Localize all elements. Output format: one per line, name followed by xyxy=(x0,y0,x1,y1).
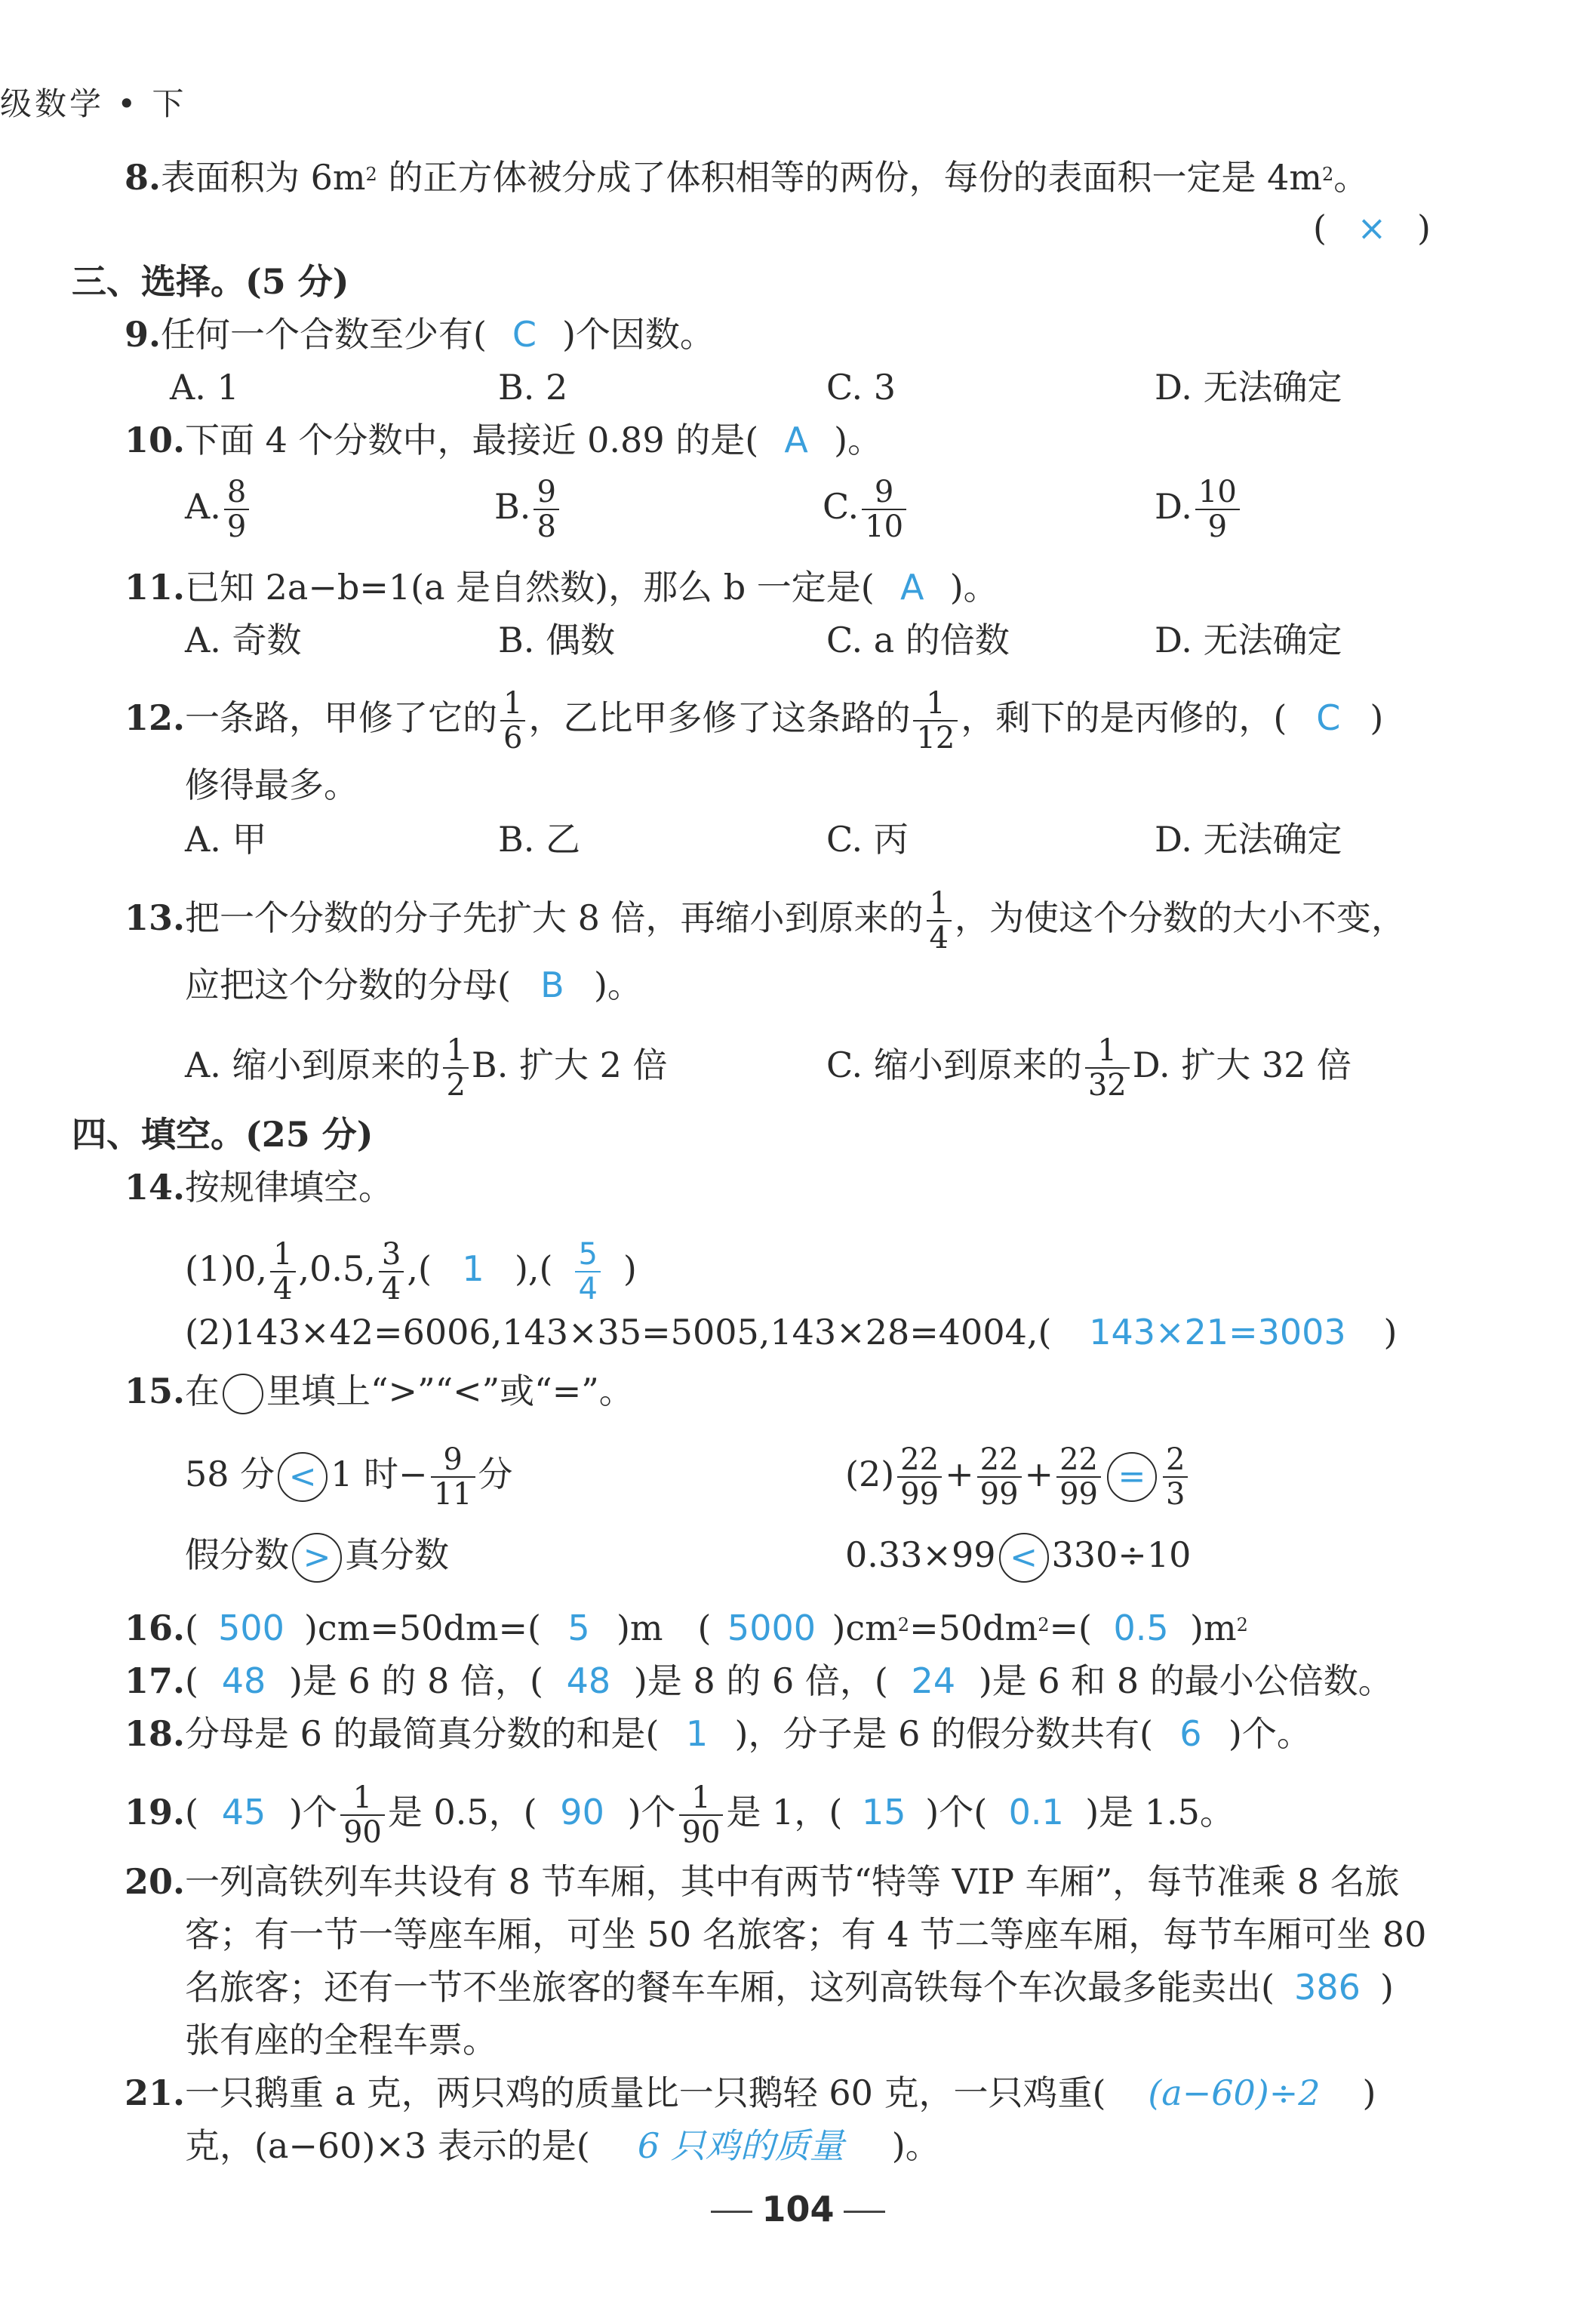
fraction xyxy=(913,687,958,755)
answer-q19-4: 0.1 xyxy=(1008,1792,1064,1832)
option-c: C. a 的倍数 xyxy=(826,620,1010,660)
compare-row-3 xyxy=(185,1532,449,1583)
numerator: 9 xyxy=(862,475,906,510)
question-text: 是 1，( xyxy=(726,1792,843,1832)
question-text: 一只鹅重 a 克，两只鸡的质量比一只鹅轻 60 克，一只鸡重( xyxy=(185,2072,1106,2113)
numerator: 10 xyxy=(1195,475,1240,510)
question-text: =( xyxy=(1049,1608,1093,1648)
option-d: D. 无法确定 xyxy=(1155,620,1342,660)
dash-left xyxy=(711,2211,752,2213)
question-number: 8. xyxy=(125,157,161,198)
compare-label: (2) xyxy=(845,1454,895,1494)
option-b: B. 扩大 2 倍 xyxy=(471,1045,668,1085)
question-text: )是 1.5。 xyxy=(1085,1792,1235,1832)
answer-q18-2: 6 xyxy=(1179,1713,1202,1754)
question-text: ，剩下的是丙修的，( xyxy=(961,697,1287,738)
fraction xyxy=(1085,1034,1130,1102)
answer-q10: A xyxy=(784,420,808,460)
question-text: )个 xyxy=(627,1792,676,1832)
option-c xyxy=(823,475,909,543)
denominator: 9 xyxy=(1207,509,1228,544)
answer-q17-1: 48 xyxy=(221,1660,266,1701)
denominator: 3 xyxy=(1165,1477,1185,1512)
answer-q14-1b xyxy=(575,1238,600,1306)
question-text: 里填上“>”“<”或“=”。 xyxy=(266,1371,634,1411)
answer-circle: > xyxy=(292,1533,342,1583)
question-text: 按规律填空。 xyxy=(185,1167,394,1208)
question-8 xyxy=(125,155,1368,200)
option-label: C. xyxy=(823,486,860,527)
question-number: 14. xyxy=(125,1167,186,1208)
answer-q20: 386 xyxy=(1294,1967,1361,2008)
compare-right: 分 xyxy=(478,1454,513,1494)
question-number: 18. xyxy=(125,1713,186,1754)
option-a xyxy=(185,475,252,543)
question-14-part2 xyxy=(185,1309,1397,1355)
question-15 xyxy=(125,1368,634,1414)
page-number xyxy=(0,2189,1596,2229)
numerator: 9 xyxy=(534,475,558,510)
numerator: 1 xyxy=(927,887,952,922)
compare-right: 330÷10 xyxy=(1051,1534,1192,1575)
option-d: D. 无法确定 xyxy=(1155,819,1342,860)
answer-q19-3: 15 xyxy=(862,1792,906,1832)
denominator: 90 xyxy=(681,1815,721,1850)
denominator: 4 xyxy=(381,1272,401,1306)
question-13-line2 xyxy=(185,962,642,1008)
question-number: 16. xyxy=(125,1608,186,1648)
question-text: )。 xyxy=(593,965,642,1005)
circle-icon xyxy=(223,1374,263,1414)
fraction xyxy=(443,1034,468,1102)
question-text: ，为使这个分数的大小不变， xyxy=(955,897,1406,938)
numerator: 22 xyxy=(977,1443,1022,1478)
fraction xyxy=(379,1238,404,1306)
question-text: )m ( xyxy=(616,1608,712,1648)
question-text: 分母是 6 的最简真分数的和是( xyxy=(185,1713,660,1754)
option-a: A. 奇数 xyxy=(185,620,302,660)
answer-q16-2: 5 xyxy=(567,1608,590,1648)
question-number: 13. xyxy=(125,897,186,938)
question-number: 17. xyxy=(125,1660,186,1701)
answer-q19-2: 90 xyxy=(560,1792,604,1832)
option-label: A. xyxy=(185,486,221,527)
question-text: )cm=50dm=( xyxy=(303,1608,541,1648)
question-text: )，分子是 6 的假分数共有( xyxy=(734,1713,1153,1754)
superscript: 2 xyxy=(1321,164,1334,185)
denominator: 10 xyxy=(865,509,904,544)
question-9 xyxy=(125,312,715,357)
question-text: ,( xyxy=(407,1248,432,1289)
compare-row-4 xyxy=(845,1532,1191,1583)
answer-q13: B xyxy=(540,965,564,1005)
question-text: ) xyxy=(623,1248,637,1289)
section-title: 三、选择。(5 分) xyxy=(72,261,349,302)
denominator: 32 xyxy=(1087,1068,1127,1103)
answer-row-q8 xyxy=(1313,205,1431,251)
question-14 xyxy=(125,1165,393,1210)
fraction xyxy=(1195,475,1240,543)
option-c xyxy=(826,1034,1352,1102)
option-a: A. 1 xyxy=(170,367,239,408)
answer-q19-1: 45 xyxy=(221,1792,266,1832)
question-text: 的正方体被分成了体积相等的两份，每份的表面积一定是 4m xyxy=(377,157,1322,198)
answer-q21-2: 6 只鸡的质量 xyxy=(637,2125,844,2166)
denominator: 4 xyxy=(273,1272,293,1306)
denominator: 4 xyxy=(929,921,949,955)
paren: ) xyxy=(1416,208,1431,248)
question-text: )。 xyxy=(949,567,998,608)
superscript: 2 xyxy=(365,164,377,185)
superscript: 2 xyxy=(1038,1614,1050,1635)
question-text: ) xyxy=(1383,1312,1398,1352)
question-text: ( xyxy=(185,1608,198,1648)
fraction xyxy=(431,1443,475,1511)
answer-q9: C xyxy=(512,314,537,355)
question-11 xyxy=(125,565,998,610)
question-21 xyxy=(125,2070,1376,2116)
question-number: 12. xyxy=(125,697,186,738)
question-12 xyxy=(125,687,1383,755)
numerator: 9 xyxy=(431,1443,475,1478)
question-text: ) xyxy=(1370,697,1384,738)
question-number: 10. xyxy=(125,420,186,460)
question-18 xyxy=(125,1711,1312,1756)
question-text: 名旅客；还有一节不坐旅客的餐车车厢，这列高铁每个车次最多能卖出( xyxy=(185,1967,1275,2008)
answer-q8: × xyxy=(1357,208,1387,248)
fraction xyxy=(224,475,249,543)
question-text: ) xyxy=(1379,1967,1394,2008)
denominator: 2 xyxy=(446,1068,466,1103)
question-text: )m xyxy=(1190,1608,1237,1648)
option-a xyxy=(185,1034,667,1102)
question-text: ,0.5, xyxy=(298,1248,376,1289)
fraction xyxy=(534,475,558,543)
answer-circle: = xyxy=(1107,1452,1157,1502)
question-text: ) xyxy=(1362,2072,1376,2113)
answer-q18-1: 1 xyxy=(685,1713,709,1754)
numerator: 8 xyxy=(224,475,249,510)
question-number: 11. xyxy=(125,567,186,608)
question-text: 是 0.5，( xyxy=(387,1792,537,1832)
question-text: )cm xyxy=(832,1608,898,1648)
denominator: 8 xyxy=(537,509,556,544)
question-text: 在 xyxy=(185,1371,220,1411)
option-c: C. 3 xyxy=(826,367,896,408)
compare-left: 0.33×99 xyxy=(845,1534,996,1575)
numerator: 22 xyxy=(897,1443,942,1478)
answer-q14-1a: 1 xyxy=(462,1248,484,1289)
question-text: )个( xyxy=(925,1792,988,1832)
denominator: 12 xyxy=(916,721,955,755)
question-20-line2: 客；有一节一等座车厢，可坐 50 名旅客；有 4 节二等座车厢，每节车厢可坐 80 xyxy=(185,1914,1427,1955)
question-text: )个因数。 xyxy=(561,314,715,355)
fraction xyxy=(977,1443,1022,1511)
answer-q16-1: 500 xyxy=(218,1608,284,1648)
option-text: A. 缩小到原来的 xyxy=(185,1045,441,1085)
numerator: 1 xyxy=(340,1781,385,1816)
question-19 xyxy=(125,1781,1235,1849)
question-number: 9. xyxy=(125,314,161,355)
numerator: 1 xyxy=(500,687,525,722)
question-17 xyxy=(125,1658,1393,1703)
denominator: 11 xyxy=(433,1477,472,1512)
denominator: 9 xyxy=(226,509,247,544)
question-20-line3 xyxy=(185,1965,1394,2010)
numerator: 2 xyxy=(1163,1443,1188,1478)
option-b: B. 2 xyxy=(498,367,568,408)
fraction xyxy=(927,887,952,955)
denominator: 99 xyxy=(1059,1477,1098,1512)
denominator: 6 xyxy=(503,721,523,755)
fraction xyxy=(862,475,906,543)
question-text: )是 6 的 8 倍，( xyxy=(288,1660,543,1701)
question-21-line2 xyxy=(185,2123,940,2168)
question-text: 把一个分数的分子先扩大 8 倍，再缩小到原来的 xyxy=(185,897,924,938)
fraction xyxy=(1163,1443,1188,1511)
denominator: 4 xyxy=(578,1272,598,1306)
question-text: =50dm xyxy=(909,1608,1038,1648)
question-text: )是 8 的 6 倍，( xyxy=(633,1660,888,1701)
question-16 xyxy=(125,1605,1248,1651)
answer-q21-1: (a−60)÷2 xyxy=(1148,2072,1321,2113)
numerator: 1 xyxy=(270,1238,295,1272)
question-text: )个 xyxy=(288,1792,337,1832)
question-text: 任何一个合数至少有( xyxy=(161,314,487,355)
question-text: ( xyxy=(185,1660,198,1701)
question-text: 。 xyxy=(1333,157,1369,198)
question-12-line2: 修得最多。 xyxy=(185,765,358,805)
option-b xyxy=(494,475,562,543)
question-text: 一条路，甲修了它的 xyxy=(185,697,498,738)
question-text: 下面 4 个分数中，最接近 0.89 的是( xyxy=(185,420,759,460)
page-header: 级数学 • 下 xyxy=(0,85,187,122)
superscript: 2 xyxy=(1236,1614,1248,1635)
denominator: 99 xyxy=(900,1477,939,1512)
question-text: 已知 2a−b=1(a 是自然数)，那么 b 一定是( xyxy=(185,567,875,608)
question-20 xyxy=(125,1859,1400,1904)
answer-q11: A xyxy=(900,567,924,608)
answer-q17-3: 24 xyxy=(911,1660,956,1701)
compare-row-2 xyxy=(845,1443,1191,1511)
question-text: ( xyxy=(185,1792,198,1832)
question-text: ),( xyxy=(514,1248,553,1289)
question-number: 15. xyxy=(125,1371,186,1411)
page-number-text: 104 xyxy=(761,2189,835,2229)
answer-q16-4: 0.5 xyxy=(1113,1608,1169,1648)
option-d xyxy=(1155,475,1243,543)
compare-left: 58 分 xyxy=(185,1454,275,1494)
question-text: 克，(a−60)×3 表示的是( xyxy=(185,2125,590,2166)
question-10 xyxy=(125,417,882,463)
question-text: )。 xyxy=(891,2125,940,2166)
question-number: 21. xyxy=(125,2072,186,2113)
option-label: D. xyxy=(1155,486,1192,527)
question-text: (1)0, xyxy=(185,1248,268,1289)
answer-circle: < xyxy=(999,1533,1049,1583)
answer-q14-2: 143×21=3003 xyxy=(1089,1312,1346,1352)
question-text: (2)143×42=6006,143×35=5005,143×28=4004,( xyxy=(185,1312,1052,1352)
denominator: 99 xyxy=(979,1477,1019,1512)
question-text: 应把这个分数的分母( xyxy=(185,965,511,1005)
question-20-line4: 张有座的全程车票。 xyxy=(185,2020,497,2060)
answer-circle: < xyxy=(278,1452,328,1502)
paren: ( xyxy=(1313,208,1327,248)
plus: + xyxy=(1024,1454,1054,1494)
option-d: D. 无法确定 xyxy=(1155,367,1342,408)
option-text: C. 缩小到原来的 xyxy=(826,1045,1082,1085)
numerator: 22 xyxy=(1056,1443,1101,1478)
question-text: 表面积为 6m xyxy=(161,157,366,198)
question-text: ，乙比甲多修了这条路的 xyxy=(528,697,911,738)
option-label: B. xyxy=(494,486,531,527)
fraction xyxy=(897,1443,942,1511)
question-number: 20. xyxy=(125,1861,186,1902)
numerator: 1 xyxy=(913,687,958,722)
question-text: )。 xyxy=(834,420,883,460)
compare-right: 1 时− xyxy=(331,1454,428,1494)
plus: + xyxy=(945,1454,974,1494)
question-14-part1 xyxy=(185,1238,637,1306)
question-text: )是 6 和 8 的最小公倍数。 xyxy=(978,1660,1393,1701)
question-13 xyxy=(125,887,1406,955)
fraction xyxy=(679,1781,724,1849)
option-a: A. 甲 xyxy=(185,819,267,860)
question-text: )个。 xyxy=(1228,1713,1312,1754)
option-b: B. 乙 xyxy=(498,819,581,860)
answer-q12: C xyxy=(1316,697,1341,738)
fraction xyxy=(270,1238,295,1306)
numerator: 1 xyxy=(443,1034,468,1069)
question-text: 一列高铁列车共设有 8 节车厢，其中有两节“特等 VIP 车厢”，每节准乘 8 名旅 xyxy=(185,1861,1400,1902)
option-d: D. 扩大 32 倍 xyxy=(1132,1045,1352,1085)
compare-right: 真分数 xyxy=(345,1534,449,1575)
compare-left: 假分数 xyxy=(185,1534,289,1575)
fraction xyxy=(500,687,525,755)
fraction xyxy=(1056,1443,1101,1511)
numerator: 5 xyxy=(575,1238,600,1272)
denominator: 90 xyxy=(343,1815,382,1850)
answer-q17-2: 48 xyxy=(566,1660,611,1701)
section-title: 四、填空。(25 分) xyxy=(72,1114,374,1155)
numerator: 3 xyxy=(379,1238,404,1272)
compare-row-1 xyxy=(185,1443,513,1511)
numerator: 1 xyxy=(679,1781,724,1816)
question-number: 19. xyxy=(125,1792,186,1832)
option-b: B. 偶数 xyxy=(498,620,616,660)
superscript: 2 xyxy=(897,1614,910,1635)
numerator: 1 xyxy=(1085,1034,1130,1069)
answer-q16-3: 5000 xyxy=(727,1608,816,1648)
option-c: C. 丙 xyxy=(826,819,909,860)
fraction xyxy=(340,1781,385,1849)
dash-right xyxy=(844,2211,885,2213)
